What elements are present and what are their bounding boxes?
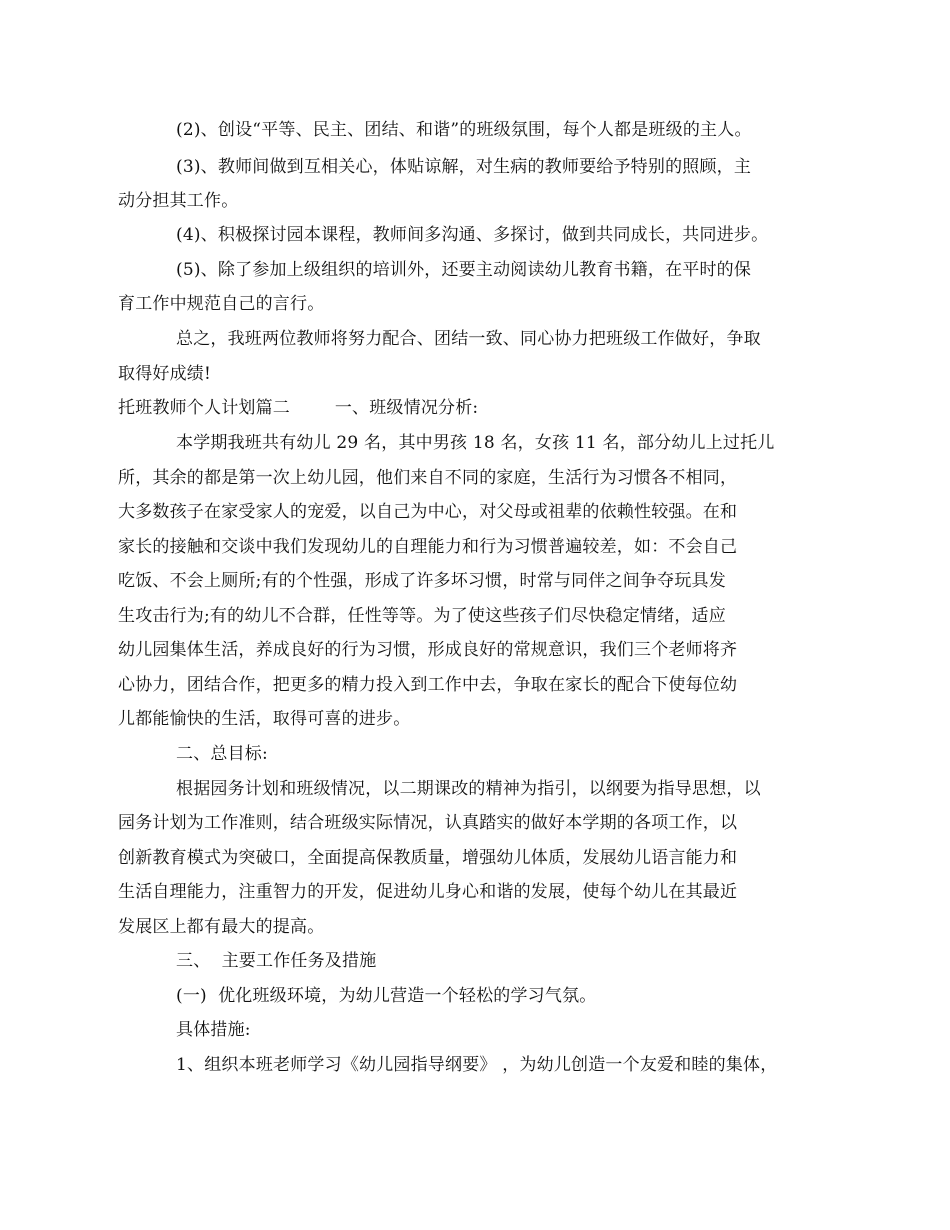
text-line: 幼儿园集体生活，养成良好的行为习惯，形成良好的常规意识，我们三个老师将齐 — [118, 640, 738, 660]
text-line: 家长的接触和交谈中我们发现幼儿的自理能力和行为习惯普遍较差，如：不会自己 — [118, 537, 738, 557]
section-heading: 托班教师个人计划篇二 一、班级情况分析: — [118, 398, 479, 418]
text-line: (3)、教师间做到互相关心，体贴谅解，对生病的教师要给予特别的照顾，主 — [176, 157, 752, 177]
text-line: 吃饭、不会上厕所;有的个性强，形成了许多坏习惯，时常与同伴之间争夺玩具发 — [118, 571, 726, 591]
text-line: 取得好成绩! — [118, 364, 212, 384]
text-line: 总之，我班两位教师将努力配合、团结一致、同心协力把班级工作做好，争取 — [176, 329, 761, 349]
text-line: 育工作中规范自己的言行。 — [118, 294, 325, 314]
text-line: (一) 优化班级环境，为幼儿营造一个轻松的学习气氛。 — [176, 986, 597, 1006]
text-line: 1、组织本班老师学习《幼儿园指导纲要》 ，为幼儿创造一个友爱和睦的集体， — [176, 1055, 778, 1075]
text-line: 动分担其工作。 — [118, 191, 239, 211]
text-line: 儿都能愉快的生活，取得可喜的进步。 — [118, 709, 411, 729]
text-line: 大多数孩子在家受家人的宠爱，以自己为中心，对父母或祖辈的依赖性较强。在和 — [118, 502, 738, 522]
section-heading: 三、 主要工作任务及措施 — [176, 951, 377, 971]
section-heading: 二、总目标: — [176, 744, 268, 764]
text-line: 心协力，团结合作，把更多的精力投入到工作中去，争取在家长的配合下使每位幼 — [118, 675, 738, 695]
text-line: 本学期我班共有幼儿 29 名，其中男孩 18 名，女孩 11 名，部分幼儿上过托儿 — [176, 433, 775, 453]
text-line: 园务计划为工作准则，结合班级实际情况，认真踏实的做好本学期的各项工作，以 — [118, 813, 738, 833]
text-line: (5)、除了参加上级组织的培训外，还要主动阅读幼儿教育书籍，在平时的保 — [176, 260, 752, 280]
text-line: (4)、积极探讨园本课程，教师间多沟通、多探讨，做到共同成长，共同进步。 — [176, 225, 769, 245]
text-line: (2)、创设“平等、民主、团结、和谐”的班级氛围，每个人都是班级的主人。 — [176, 120, 752, 140]
text-line: 发展区上都有最大的提高。 — [118, 917, 325, 937]
text-line: 具体措施: — [176, 1020, 251, 1040]
text-line: 根据园务计划和班级情况，以二期课改的精神为指引，以纲要为指导思想，以 — [176, 779, 761, 799]
text-line: 生攻击行为;有的幼儿不合群，任性等等。为了使这些孩子们尽快稳定情绪，适应 — [118, 606, 726, 626]
text-line: 所，其余的都是第一次上幼儿园，他们来自不同的家庭，生活行为习惯各不相同， — [118, 468, 738, 488]
text-line: 生活自理能力，注重智力的开发，促进幼儿身心和谐的发展，使每个幼儿在其最近 — [118, 882, 738, 902]
text-line: 创新教育模式为突破口，全面提高保教质量，增强幼儿体质，发展幼儿语言能力和 — [118, 848, 738, 868]
